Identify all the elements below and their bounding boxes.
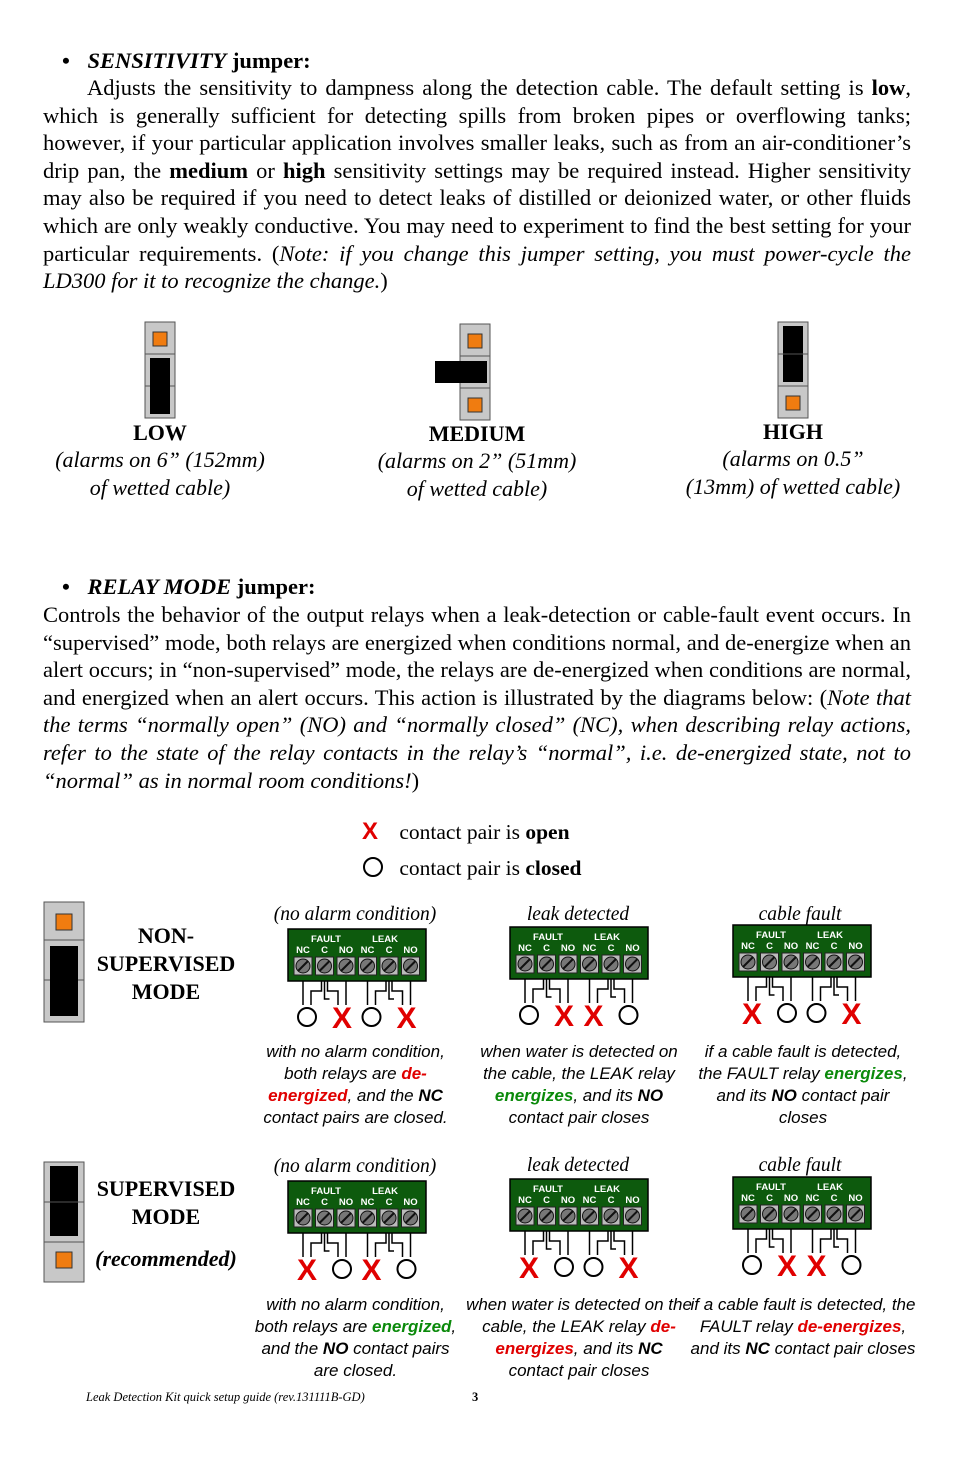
pin-label: C	[321, 1197, 328, 1208]
pin-label: C	[321, 945, 328, 956]
caption-low-line1: (alarms on 6” (152mm)	[55, 447, 265, 472]
leak-label: LEAK	[594, 932, 620, 943]
caption-high-line1: (alarms on 0.5”	[722, 446, 864, 471]
desc-nonsup-fault: if a cable fault is detected, the FAULT relay energizes, and its NO contact pair closes	[698, 1042, 908, 1127]
diagram-title: leak detected	[526, 904, 630, 925]
pin-label: C	[385, 1197, 393, 1208]
relay-mode-title-rest: jumper:	[231, 574, 316, 599]
circle-icon	[808, 1004, 826, 1022]
pin-label: NC	[582, 1195, 597, 1206]
pin-label: NC	[518, 1195, 532, 1206]
pin-label: NO	[625, 943, 640, 954]
x-icon: X	[362, 818, 379, 845]
x-icon: X	[583, 1000, 604, 1033]
pin-label: NO	[783, 1193, 799, 1204]
pin-label: C	[766, 1193, 773, 1204]
x-icon: X	[296, 1254, 318, 1287]
desc-nonsup-leak: when water is detected on the cable, the LEAK relay energizes, and its NO contact pair closes	[480, 1042, 678, 1127]
pin-label: C	[830, 941, 838, 952]
pin-label: NO	[625, 1195, 640, 1206]
diagram-title: cable fault	[758, 904, 842, 925]
pin-label: NC	[582, 943, 597, 954]
desc-sup-leak: when water is detected on the cable, the LEAK relay de-energizes, and its NC contact pair closes	[466, 1295, 692, 1380]
desc-sup-fault: if a cable fault is detected, the FAULT relay de-energizes, and its NC contact pair closes	[690, 1295, 916, 1358]
sensitivity-paragraph: Adjusts the sensitivity to dampness along the detection cable. The default setting is low, which is generally sufficient for detecting spills from broken pipes or overflowing tanks; however, if your particular application involves smaller leaks, such as from an air-conditioner’s drip pan, the medium or high sensitivity settings may be required instead. Higher sensitivity may also be required if you need to detect leaks of distilled or deionized water, or other fluids which are only weakly conductive. You may need to experiment to find the best setting for your particular requirements. (Note: if you change this jumper setting, you must power-cycle the LD300 for it to recognize the change.)	[43, 75, 912, 294]
circle-icon	[743, 1256, 761, 1274]
pin-label: NC	[360, 945, 375, 956]
circle-icon	[585, 1258, 603, 1276]
relay-mode-title: RELAY MODE	[87, 574, 232, 599]
leak-label: LEAK	[594, 1184, 620, 1195]
circle-icon	[333, 1260, 351, 1278]
circle-icon	[620, 1006, 638, 1024]
pin-label: NC	[805, 941, 820, 952]
diagram-title: leak detected	[526, 1155, 630, 1176]
pin-label: C	[543, 943, 550, 954]
mode-label-supervised: SUPERVISED MODE (recommended)	[95, 1176, 237, 1271]
circle-icon	[843, 1256, 861, 1274]
pin-label: NC	[296, 945, 310, 956]
terminal-block-diagram	[733, 1177, 871, 1283]
pin-label: NO	[848, 941, 863, 952]
pin-label: NC	[741, 1193, 755, 1204]
x-icon: X	[806, 1250, 827, 1283]
diagram-title: (no alarm condition)	[273, 1156, 437, 1177]
pin-label: C	[607, 1195, 615, 1206]
desc-sup-noalarm: with no alarm condition, both relays are energized, and the NO contact pairs are closed.	[254, 1295, 457, 1380]
diagram-title: cable fault	[758, 1155, 842, 1176]
footer-doc-title: Leak Detection Kit quick setup guide (rev.131111B-GD)	[86, 1390, 365, 1404]
terminal-block-diagram	[288, 1181, 426, 1287]
circle-icon	[398, 1260, 416, 1278]
pin-label: NO	[338, 945, 354, 956]
legend-closed: contact pair is closed	[362, 856, 581, 884]
desc-nonsup-noalarm: with no alarm condition, both relays are de-energized, and the NC contact pairs are closed.	[263, 1042, 448, 1127]
leak-label: LEAK	[817, 930, 843, 941]
pin-label: NO	[560, 943, 576, 954]
pin-label: NO	[403, 1197, 418, 1208]
fault-label: FAULT	[533, 1184, 563, 1195]
pin-label: NC	[741, 941, 755, 952]
pin-label: NO	[403, 945, 418, 956]
bullet: •	[62, 48, 70, 73]
x-icon: X	[396, 1002, 417, 1035]
caption-high-title: HIGH	[763, 419, 823, 444]
caption-low-line2: of wetted cable)	[89, 475, 231, 500]
x-icon: X	[331, 1002, 353, 1035]
x-icon: X	[618, 1252, 639, 1285]
circle-icon	[778, 1004, 796, 1022]
x-icon: X	[518, 1252, 540, 1285]
terminal-block-diagram	[733, 925, 871, 1031]
diagram-title: (no alarm condition)	[273, 904, 437, 925]
leak-label: LEAK	[372, 1186, 398, 1197]
mode-label-non-supervised: NON- SUPERVISED MODE	[96, 923, 236, 1004]
circle-icon	[555, 1258, 573, 1276]
circle-icon	[363, 1008, 381, 1026]
pin-label: NC	[805, 1193, 820, 1204]
caption-high-line2: (13mm) of wetted cable)	[685, 474, 901, 499]
pin-label: NC	[518, 943, 532, 954]
x-icon: X	[841, 998, 862, 1031]
terminal-block-diagram	[288, 929, 426, 1035]
circle-icon	[298, 1008, 316, 1026]
fault-label: FAULT	[756, 1182, 786, 1193]
pin-label: C	[385, 945, 393, 956]
fault-label: FAULT	[756, 930, 786, 941]
terminal-block-diagram	[510, 1179, 648, 1285]
fault-label: FAULT	[311, 1186, 341, 1197]
leak-label: LEAK	[372, 934, 398, 945]
caption-medium-title: MEDIUM	[428, 421, 526, 446]
relay-mode-paragraph: Controls the behavior of the output relays when a leak-detection or cable-fault event occurs. In “supervised” mode, both relays are energized when conditions normal, and de-energize when an alert occurs; in “non-supervised” mode, the relays are de-energized when conditions are normal, and energized when an alert occurs. This action is illustrated by the diagrams below: (Note that the terms “normally open” (NO) and “normally closed” (NC), when describing relay actions, refer to the state of the relay contacts in the relay’s “normal”, i.e. de-energized state, not to “normal” as in normal room conditions!)	[43, 602, 912, 793]
x-icon: X	[553, 1000, 575, 1033]
pin-label: NO	[338, 1197, 354, 1208]
pin-label: NC	[296, 1197, 310, 1208]
caption-low-title: LOW	[133, 420, 187, 445]
fault-label: FAULT	[311, 934, 341, 945]
pin-label: C	[766, 941, 773, 952]
caption-medium-line1: (alarms on 2” (51mm)	[377, 448, 577, 473]
pin-label: NO	[560, 1195, 576, 1206]
sensitivity-title-rest: jumper:	[226, 48, 311, 73]
caption-medium-line2: of wetted cable)	[406, 476, 548, 501]
pin-label: NO	[848, 1193, 863, 1204]
bullet: •	[62, 574, 70, 599]
sensitivity-title: SENSITIVITY	[87, 48, 227, 73]
pin-label: C	[830, 1193, 838, 1204]
pin-label: C	[607, 943, 615, 954]
pin-label: NC	[360, 1197, 375, 1208]
x-icon: X	[741, 998, 763, 1031]
pin-label: C	[543, 1195, 550, 1206]
terminal-block-diagram	[510, 927, 648, 1033]
leak-label: LEAK	[817, 1182, 843, 1193]
page-number: 3	[472, 1390, 479, 1404]
x-icon: X	[776, 1250, 798, 1283]
circle-icon	[520, 1006, 538, 1024]
fault-label: FAULT	[533, 932, 563, 943]
x-icon: X	[361, 1254, 382, 1287]
legend-open: X contact pair is open	[362, 818, 570, 845]
pin-label: NO	[783, 941, 799, 952]
